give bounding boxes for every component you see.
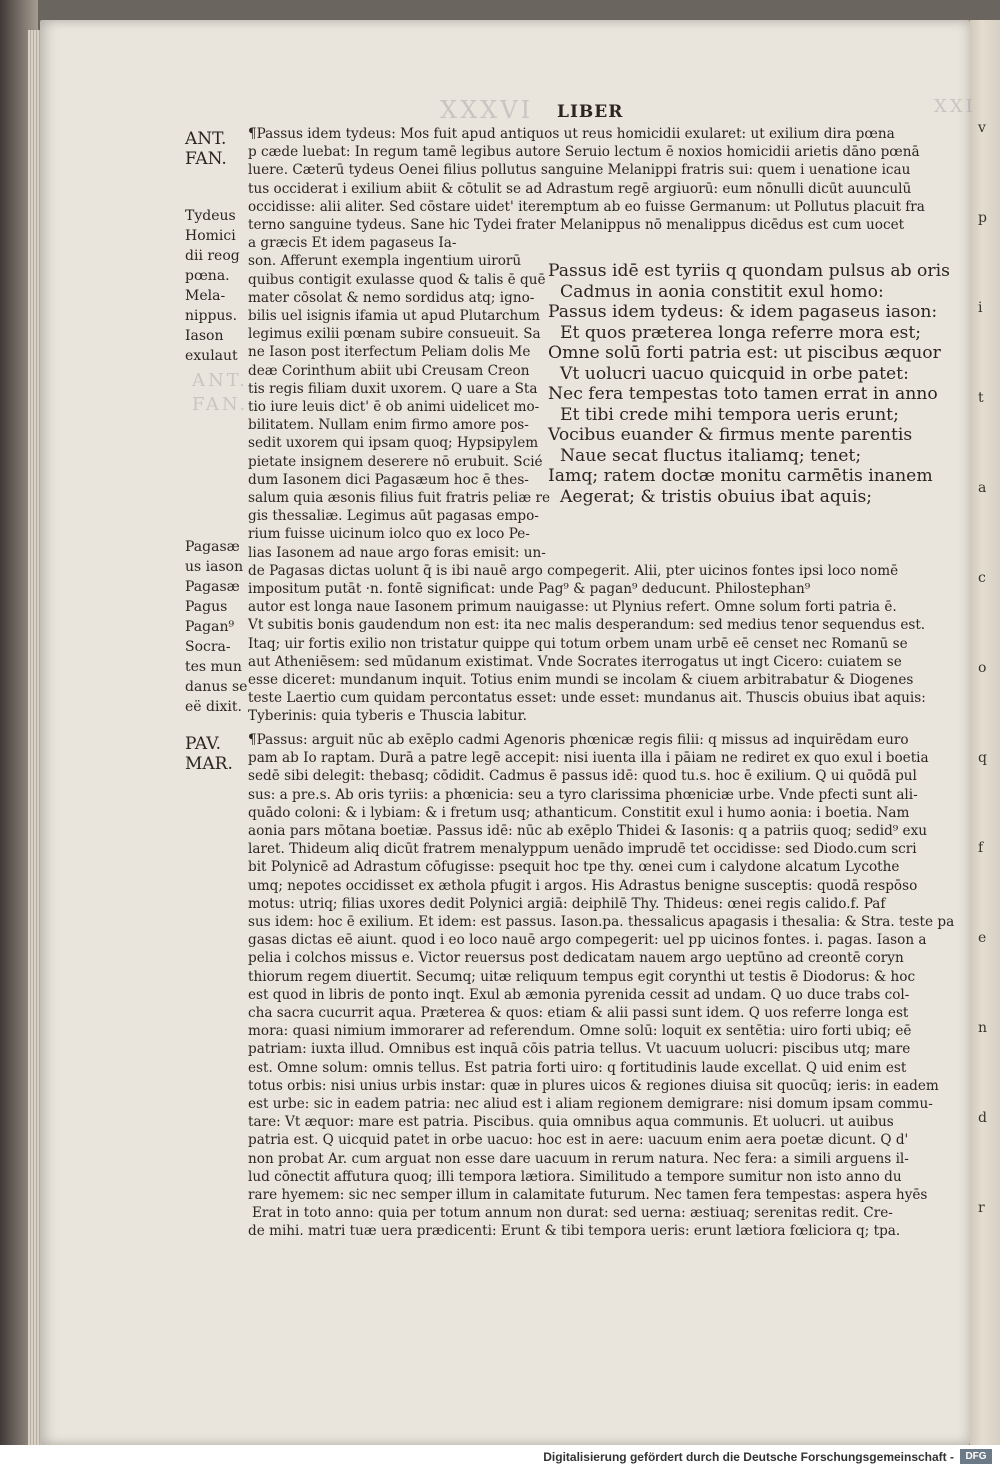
commentary-line: esse diceret: mundanum inquit. Totius enim mundi se incolam & ciuem arbitrabatur & Diogenes	[248, 672, 914, 688]
commentary-line: deæ Corinthum abiit ubi Creusam Creon	[248, 362, 530, 379]
margin-note: dii reog	[185, 248, 240, 264]
facing-page-letter: t	[978, 390, 984, 406]
facing-page-letter: c	[978, 570, 986, 586]
margin-note: Homici	[185, 228, 236, 244]
commentary-line: bilitatem. Nullam enim firmo amore pos-	[248, 417, 529, 434]
commentary-line: est quod in libris de ponto inqt. Exul ab æmonia pyrenida cessit ad undam. Q uo duce trabs col-	[248, 986, 910, 1003]
facing-page-letter: n	[978, 1020, 988, 1036]
margin-note: pœna.	[185, 268, 230, 284]
margin-note: Pagasæ	[185, 579, 240, 595]
commentary-line: aonia pars mōtana boetiæ. Passus idē: nūc ab exēplo Thidei & Iasonis: q a patriis quoq; sedid⁹ exu	[248, 823, 928, 839]
margin-note: tes mun	[185, 659, 242, 675]
commentary-line: thiorum regem diuertit. Secumq; uitæ reliquum tempus egit corynthi ut testis ē Diodorus: & hoc	[248, 968, 916, 985]
verse-line: Omne solū forti patria est: ut piscibus æquor	[548, 343, 941, 363]
commentary-line: bit Polynicē ad Adrastum cōfugisse: psequit hoc tpe thy. œnei cum i calydone alcatum Lycothe	[248, 859, 900, 876]
margin-note: Tydeus	[185, 208, 236, 224]
commentary-line: ne Iason post iterfectum Peliam dolis Me	[248, 344, 531, 361]
bleedthrough-mark: FAN.	[192, 394, 249, 415]
commentary-line: quādo coloni: & i lybiam: & i fretum usq; athanticum. Constitit exul i humo aonia: i boetia. Nam	[248, 804, 910, 821]
commentary-line: Vt subitis bonis gaudendum non est: ita nec malis desperandum: sed medius tenor sequendus est.	[248, 617, 926, 634]
commentary-line: cha sacra cucurrit aqua. Præterea & quos: etiam & alii passi sunt idem. Q uos referre longa est	[248, 1005, 909, 1021]
facing-page-letter: r	[978, 1200, 985, 1216]
dfg-logo: DFG	[960, 1449, 992, 1464]
bleedthrough-mark: XXI	[934, 96, 976, 117]
commentary-line: rium fuisse uicinum iolco quo ex loco Pe-	[248, 526, 530, 543]
commentary-line: salum quia æsonis filius fuit fratris peliæ re	[248, 490, 551, 506]
margin-note: Socra-	[185, 639, 231, 655]
verse-line: Et quos præterea longa referre mora est;	[560, 322, 922, 343]
margin-note: Mela-	[185, 288, 226, 304]
commentary-line: Erat in toto anno: quia per totum annum non durat: sed uerna: æstiuaq; serenitas redit. Cre-	[252, 1205, 893, 1222]
commentary-line: mora: quasi nimium immorarer ad referendum. Omne solū: loquit ex sentētia: uiro forti ubiq; eē	[248, 1023, 912, 1040]
page-header: LIBER	[557, 102, 624, 122]
commentary-line: pietate insignem deserere nō erubuit. Scié	[248, 453, 543, 470]
margin-note: MAR.	[185, 754, 233, 774]
commentary-line: Itaq; uir fortis exilio non tristatur quippe qui totum orbem unam urbē eē censet nec Romanū se	[248, 635, 908, 652]
facing-page-letter: v	[978, 120, 986, 136]
commentary-line: gis thessaliæ. Legimus aūt pagasas empo-	[248, 508, 539, 525]
commentary-line: autor est longa naue Iasonem primum nauigasse: ut Plynius refert. Omne solum forti patria ē.	[248, 599, 897, 616]
commentary-line: lias Iasonem ad naue argo foras emisit: un-	[248, 544, 546, 561]
facing-page-strip	[970, 20, 1000, 1445]
commentary-line: pam ab Io raptam. Durā a patre legē accepit: nisi iuenta illa i pāiam ne rediret ex quo exul i boetia	[248, 750, 929, 767]
margin-note: PAV.	[185, 734, 222, 754]
margin-note: Pagan⁹	[185, 619, 235, 635]
commentary-line: dum Iasonem dici Pagasæum hoc ē thes-	[248, 471, 529, 488]
commentary-line: luere. Cæterū tydeus Oenei filius pollutus sanguine Melanippi fratris sui: quem i uenatione icau	[248, 162, 911, 179]
commentary-line: rare hyemem: sic nec semper illum in calamitate futurum. Nec tamen fera tempestas: aspera hyēs	[248, 1187, 928, 1203]
commentary-line: de mihi. matri tuæ uera prædicenti: Erunt & tibi tempora ueris: erunt lætiora fœliciora q; tpa.	[248, 1223, 901, 1240]
commentary-line: legimus exilii pœnam subire consueuit. Sa	[248, 326, 541, 343]
facing-page-letter: i	[978, 300, 983, 316]
verse-line: Iamq; ratem doctæ monitu carmētis inanem	[548, 466, 933, 486]
commentary-line: non probat Ar. cum arguat non esse dare uacuum in rerum natura. Nec fera: a simili arguens il-	[248, 1150, 909, 1167]
facing-page-letter: f	[978, 840, 984, 856]
verse-line: Vocibus euander & firmus mente parentis	[548, 425, 913, 445]
verse-line: Passus idem tydeus: & idem pagaseus iason:	[548, 302, 938, 322]
commentary-line: bilis uel isignis ifamia ut apud Plutarchum	[248, 308, 540, 324]
commentary-line: est. Omne solum: omnis tellus. Est patria forti uiro: q fortitudinis laude excellat. Q uid enim est	[248, 1059, 907, 1076]
margin-note: ANT.	[185, 129, 227, 149]
facing-page-letter: q	[978, 750, 987, 766]
margin-note: FAN.	[185, 149, 227, 169]
verse-line: Et tibi crede mihi tempora ueris erunt;	[560, 404, 899, 425]
commentary-line: patriam: iuxta illud. Omnibus est inquā cōis patria tellus. Vt uacuum uolucri: piscibus utq; mare	[248, 1041, 911, 1058]
commentary-line: aut Atheniēsem: sed mūdanum existimat. Vnde Socrates iterrogatus ut ingt Cicero: cuiatem se	[248, 653, 902, 670]
margin-note: eë dixit.	[185, 699, 242, 715]
margin-note: nippus.	[185, 308, 238, 324]
commentary-line: patria est. Q uicquid patet in orbe uacuo: hoc est in aere: uacuum enim aera poetæ dicunt. Q d'	[248, 1132, 909, 1149]
verse-line: Naue secat fluctus italiamq; tenet;	[560, 445, 862, 466]
facing-page-letter: d	[978, 1110, 987, 1126]
verse-line: Nec fera tempestas toto tamen errat in anno	[548, 384, 938, 404]
verse-line: Cadmus in aonia constitit exul homo:	[560, 281, 884, 302]
bleedthrough-mark: XXXVI	[440, 96, 534, 124]
commentary-line: est urbe: sic in eadem patria: nec aliud est i aliam regionem demigrare: nisi domum ipsam commu-	[248, 1096, 933, 1112]
commentary-line: gasas dictas eē aiunt. quod i eo loco nauē argo compegerit: uel pp uicinos fontes. i. pagas. Iason a	[248, 932, 927, 949]
commentary-line: terno sanguine tydeus. Sane hic Tydei frater Melanippus nō menalippus dicēdus est cum uocet	[248, 217, 905, 233]
bleedthrough-mark: ANT.	[192, 370, 248, 391]
commentary-line: sedē sibi delegit: thebasq; cōdidit. Cadmus ē passus idē: quod tu.s. hoc ē exilium. Q ui quōdā pul	[248, 768, 917, 785]
margin-note: Pagasæ	[185, 539, 240, 555]
commentary-line: totus orbis: nisi unius urbis instar: quæ in plures uicos & regiones diuisa sit quocūq; ieris: in eadem	[248, 1077, 939, 1094]
verse-line: Passus idē est tyriis q quondam pulsus ab oris	[548, 261, 950, 281]
commentary-line: laret. Thideum aliq dicūt fratrem menalyppum uenādo imprudē tet occidisse: sed Diodo.cum scri	[248, 841, 917, 858]
commentary-line: lud cōnectit affutura quoq; illi tempora lætiora. Similitudo a tempore sumitur non isto anno du	[248, 1168, 902, 1185]
commentary-line: tare: Vt æquor: mare est patria. Piscibus. quia omnibus aqua communis. Et uolucri. ut auibus	[248, 1114, 894, 1131]
commentary-line: sus: a pre.s. Ab oris tyriis: a phœnicia: seu a tyro clarissima phœniciæ urbe. Vnde pfecti sunt ali-	[248, 786, 918, 803]
margin-note: danus se	[185, 679, 248, 695]
verse-line: Aegerat; & tristis obuius ibat aquis;	[560, 486, 873, 507]
footer-bar	[0, 1445, 1000, 1469]
commentary-line: Tyberinis: quia tyberis e Thuscia labitur.	[248, 708, 527, 725]
commentary-line: ¶Passus: arguit nūc ab exēplo cadmi Agenoris phœnicæ regis filii: q missus ad inquirēdam euro	[248, 732, 909, 748]
commentary-line: umq; nepotes occidisset ex æthola pfugit i argos. His Adrastus benigne susceptis: quodā respōso	[248, 877, 918, 894]
commentary-line: tio iure leuis dict' ē ob animi uidelicet mo-	[248, 399, 540, 415]
commentary-line: a græcis Et idem pagaseus Ia-	[248, 235, 457, 252]
facing-page-letter: o	[978, 660, 987, 676]
commentary-line: occidisse: alii aliter. Sed cōstare uidet' iteremptum ab eo fuisse Germanum: ut Pollutus placuit fra	[248, 198, 925, 215]
commentary-line: motus: utriq; filias uxores dedit Polynici argiā: deiphilē Thy. Thideus: œnei regis calido.f. Paf	[248, 895, 886, 912]
margin-note: exulaut	[185, 348, 238, 364]
commentary-line: tis regis filiam duxit uxorem. Q uare a Sta	[248, 380, 538, 397]
commentary-line: impositum putāt ·n. fontē significat: unde Pag⁹ & pagan⁹ deducunt. Philostephan⁹	[248, 581, 811, 597]
commentary-line: tus occiderat i exilium abiit & cōtulit se ad Adrastum regē argiuorū: eum nōnulli dicūt auunculū	[248, 180, 912, 197]
margin-note: Pagus	[185, 599, 228, 615]
commentary-line: teste Laertio cum quidam percontatus esset: unde esset: mundanus ait. Thuscis obuius ibat aquis:	[248, 690, 926, 707]
commentary-line: de Pagasas dictas uolunt q̄ is ibi nauē argo compegerit. Alii, pter uicinos fontes ipsi loco nomē	[248, 562, 899, 579]
commentary-line: son. Afferunt exempla ingentium uirorū	[248, 253, 522, 270]
margin-note: Iason	[185, 328, 224, 344]
commentary-line: sedit uxorem qui ipsam quoq; Hypsipylem	[248, 435, 539, 452]
commentary-line: quibus contigit exulasse quod & talis ē quē	[248, 271, 546, 288]
commentary-line: ¶Passus idem tydeus: Mos fuit apud antiquos ut reus homicidii exularet: ut exilium dira pœna	[248, 126, 895, 142]
margin-note: us iason	[185, 559, 244, 575]
commentary-line: mater cōsolat & nemo sordidus atq; igno-	[248, 289, 535, 306]
commentary-line: sus idem: hoc ē exilium. Et idem: est passus. Iason.pa. thessalicus apagasis i thesalia: & Stra. teste pa	[248, 914, 955, 930]
facing-page-letter: p	[978, 210, 987, 226]
commentary-line: pelia i colchos missus e. Victor reuersus post dedicatam nauem argo ueptūno ad creontē coryn	[248, 950, 904, 967]
facing-page-letter: a	[978, 480, 987, 496]
footer-credit: Digitalisierung gefördert durch die Deutsche Forschungsgemeinschaft -	[543, 1450, 954, 1464]
facing-page-letter: e	[978, 930, 987, 946]
commentary-line: p cæde luebat: In regum tamē legibus autore Seruio lectum ē noxios homicidii arietis dāno pœnā	[248, 144, 920, 161]
verse-line: Vt uolucri uacuo quicquid in orbe patet:	[560, 363, 909, 384]
